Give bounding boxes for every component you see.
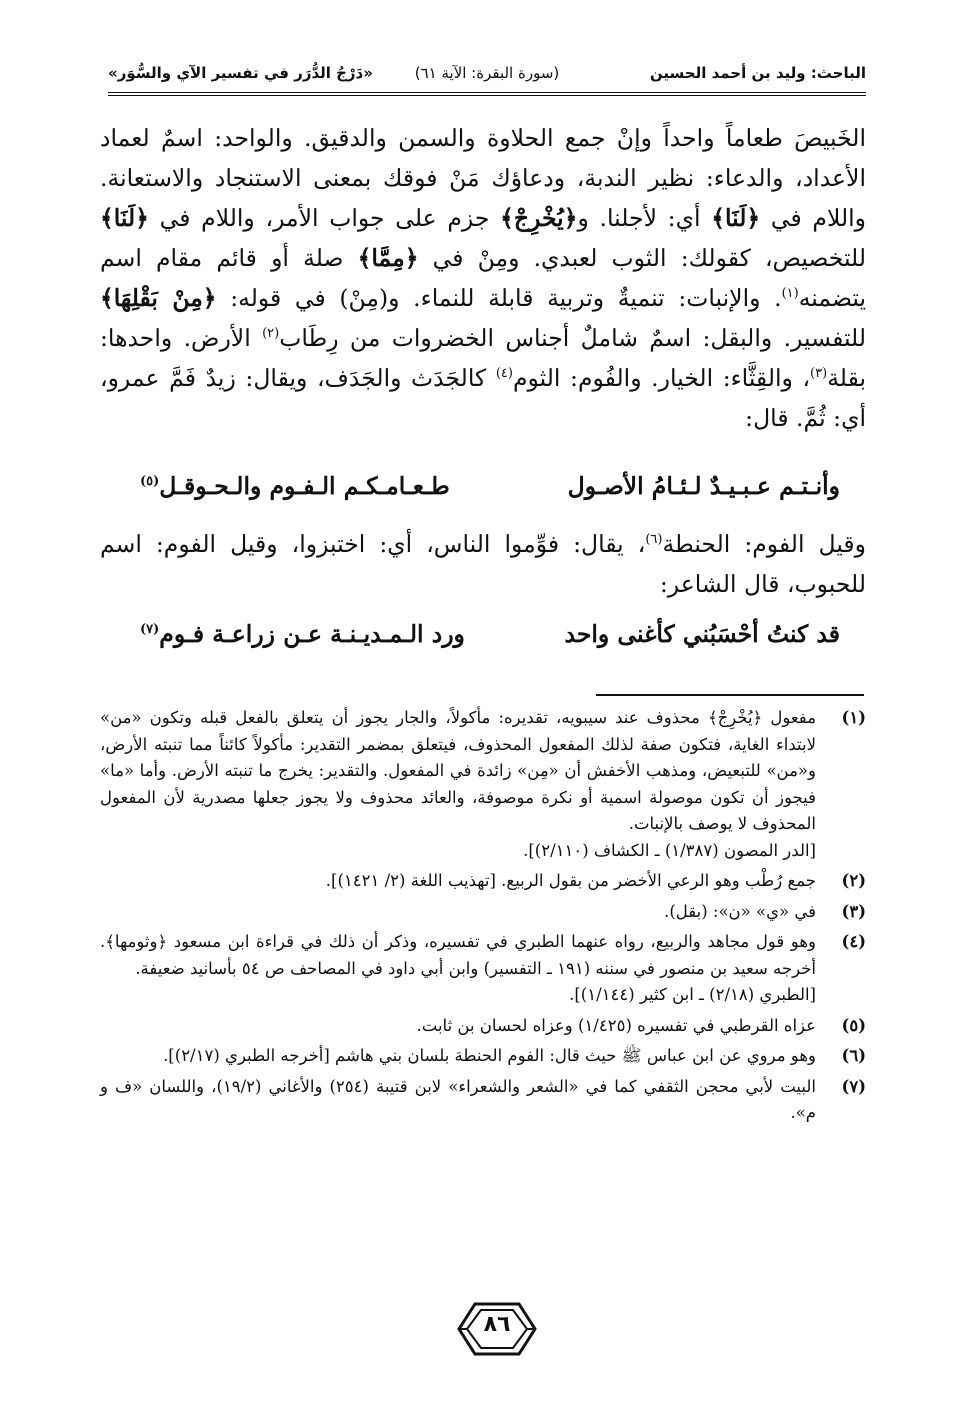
footnote-text: عزاه القرطبي في تفسيره (١/٤٢٥) وعزاه لحسان بن ثابت. <box>416 1015 816 1035</box>
footnote-text: جمع رُطْب وهو الرعي الأخضر من بقول الربيع. [تهذيب اللغة (٢/ ١٤٢١)]. <box>325 871 816 890</box>
page-number-ornament <box>455 1300 539 1358</box>
second-paragraph <box>100 524 866 604</box>
running-header <box>108 58 866 92</box>
text-run: جزم على جواب الأمر، واللام في <box>148 204 501 232</box>
footnote-item <box>100 1043 866 1070</box>
footnote-ref-7[interactable]: (٧) <box>140 622 160 638</box>
footnote-ref-3[interactable]: (٣) <box>810 366 828 382</box>
text-run: ، والقِثَّاء: الخيار. والفُوم: الثوم <box>512 364 811 392</box>
quran-word: ﴿لَنَا﴾ <box>711 204 761 232</box>
footnote-source: [الدر المصون (١/٣٨٧) ـ الكشاف (٢/١١٠)]. <box>523 840 816 860</box>
text-run: كالجَدَث والجَدَف، ويقال: زيدٌ فَمَّ عمرو، أي: ثُمَّ. قال: <box>100 364 866 432</box>
header-surah-ref: (سورة البقرة: الآية ٦١) <box>414 64 560 82</box>
poetry-verse-1 <box>100 472 840 516</box>
verse-text: طـعـامـكـم الـفـوم والـحـوقـل <box>159 472 450 500</box>
footnote-ref-4[interactable]: (٤) <box>495 366 513 382</box>
verse-first-hemistich: وأنـتـم عـبـيـدٌ لـئـامُ الأصـول <box>567 472 840 500</box>
paragraph <box>100 524 866 604</box>
page-number: ٨٦ <box>483 1312 511 1337</box>
footnote-number: (٣) <box>841 901 866 921</box>
footnote-number: (٧) <box>841 1076 866 1096</box>
footnote-text: مفعول ﴿يُخْرِجْ﴾ محذوف عند سيبويه، تقديره: مأكولاً، والجار يجوز أن يتعلق بالفعل قبله وتكون «من» لابتداء الغاية، فتكون صفة لذلك المفعول المحذوف، فيتعلق بمضمر التقدير: مأكولاً كائناً مما تنبته الأرض، و«من» للتبعيض، ومذهب الأخفش أن «مِن» زائدة في المفعول. والتقدير: يخرج ما تنبته الأرض. وأما «ما» فيجوز أن تكون موصولة اسمية أو نكرة موصوفة، والعائد محذوف ولا يجوز جعلها مصدرية لأن المفعول المحذوف لا يوصف بالإنبات. <box>100 708 816 833</box>
footnote-text: في «ي» «ن»: (بقل). <box>664 901 816 921</box>
footnote-text: وهو مروي عن ابن عباس ﷺ حيث قال: الفوم الحنطة بلسان بني هاشم [أخرجه الطبري (٢/١٧)]. <box>163 1046 816 1065</box>
verse-second-hemistich <box>140 620 465 648</box>
verse-first-hemistich: قد كنتُ أحْسَبُني كأغنى واحد <box>564 620 840 648</box>
footnote-ref-2[interactable]: (٢) <box>262 326 280 342</box>
footnote-item <box>100 868 866 895</box>
footnote-item <box>100 1013 866 1040</box>
footnote-text: وهو قول مجاهد والربيع، رواه عنهما الطبري في تفسيره، وذكر أن ذلك في قراءة ابن مسعود ﴿وثومها﴾. أخرجه سعيد بن منصور في سننه (١٩١ ـ التفسير) وابن أبي داود في المصاحف ص ٥٤ بأسانيد ضعيفة. <box>100 932 816 978</box>
main-paragraph <box>100 118 866 438</box>
header-divider <box>108 92 866 96</box>
header-author: الباحث: وليد بن أحمد الحسين <box>649 64 866 82</box>
quran-word: ﴿مِمَّا﴾ <box>357 244 419 272</box>
text-run: ، يقال: فوِّموا الناس، أي: اختبزوا، وقيل الفوم: اسم للحبوب، قال الشاعر: <box>100 530 866 598</box>
footnote-item <box>100 899 866 926</box>
poetry-verse-2 <box>100 620 840 664</box>
footnote-text: البيت لأبي محجن الثقفي كما في «الشعر والشعراء» لابن قتيبة (٢٥٤) والأغاني (١٩/٢)، واللسان «ف و م». <box>100 1076 816 1122</box>
text-run: للتفسير. والبقل: اسمٌ شاملٌ أجناس الخضروات من رِطَاب <box>279 324 866 352</box>
header-book-title: «دَرْجُ الدُّرَر في تفسير الآي والسُّوَر» <box>108 64 373 82</box>
footnote-number: (٢) <box>841 871 866 890</box>
footnote-separator <box>596 694 864 696</box>
verse-second-hemistich <box>140 472 450 500</box>
footnote-source: [الطبري (٢/١٨) ـ ابن كثير (١/١٤٤)]. <box>569 985 816 1004</box>
quran-word: ﴿يُخْرِجْ﴾ <box>500 204 578 232</box>
quran-word: ﴿مِنْ بَقْلِهَا﴾ <box>100 284 217 312</box>
verse-text: ورد الـمـديـنـة عـن زراعـة فـوم <box>159 620 465 648</box>
footnote-ref-6[interactable]: (٦) <box>645 532 663 548</box>
text-run: الأرض. واحدها: بقلة <box>100 324 866 392</box>
footnote-ref-1[interactable]: (١) <box>781 286 799 302</box>
text-run: أي: لأجلنا. و <box>577 204 712 232</box>
footnote-item <box>100 705 866 864</box>
footnote-number: (٥) <box>841 1015 866 1035</box>
text-run: الخَبيصَ طعاماً واحداً وإنْ جمع الحلاوة والسمن والدقيق. والواحد: اسمٌ لعماد الأعداد، والدعاء: نظير الندبة، ودعاؤك مَنْ فوقك بمعنى الاستنجاد والاستعانة. واللام في <box>100 124 867 232</box>
footnote-number: (١) <box>841 708 866 727</box>
footnote-number: (٤) <box>841 932 866 951</box>
footnote-item <box>100 1074 866 1127</box>
text-run: للتخصيص، كقولك: الثوب لعبدي. ومِنْ في <box>418 244 866 272</box>
footnotes <box>100 705 866 1131</box>
text-run: صلة أو قائم مقام اسم يتضمنه <box>100 244 866 312</box>
footnote-number: (٦) <box>841 1046 866 1065</box>
footnote-ref-5[interactable]: (٥) <box>140 474 160 490</box>
main-text <box>100 118 866 438</box>
text-run: وقيل الفوم: الحنطة <box>662 530 867 558</box>
footnote-item <box>100 929 866 1009</box>
text-run: . والإنبات: تنميةٌ وتربية قابلة للنماء. و(مِنْ) في قوله: <box>216 284 782 312</box>
quran-word: ﴿لَنَا﴾ <box>100 204 149 232</box>
